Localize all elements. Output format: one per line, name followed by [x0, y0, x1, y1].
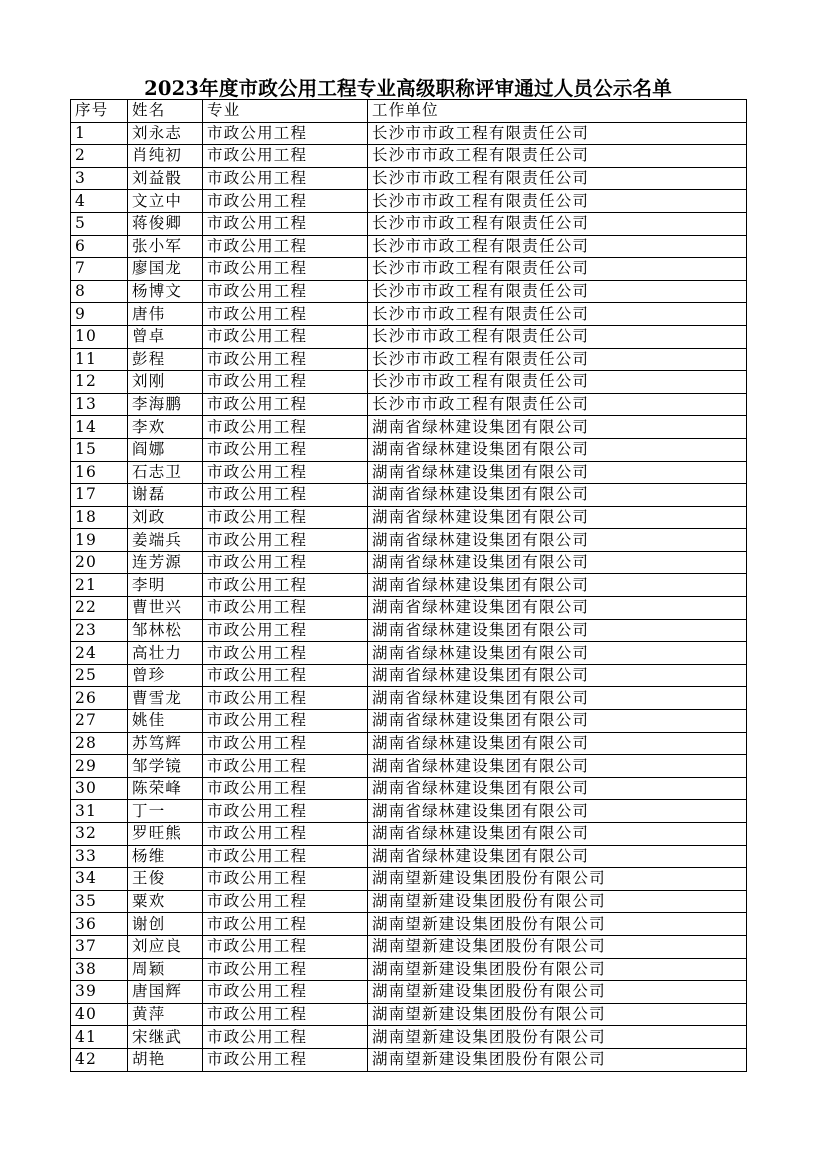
cell-employer: 湖南望新建设集团股份有限公司 [368, 868, 747, 891]
document-title: 2023年度市政公用工程专业高级职称评审通过人员公示名单 [144, 77, 672, 100]
table-row [71, 597, 747, 620]
cell-name: 石志卫 [128, 461, 203, 484]
cell-specialty: 市政公用工程 [203, 484, 368, 507]
cell-name: 杨博文 [128, 280, 203, 303]
cell-employer: 长沙市市政工程有限责任公司 [368, 235, 747, 258]
cell-employer: 长沙市市政工程有限责任公司 [368, 348, 747, 371]
cell-employer: 湖南省绿林建设集团有限公司 [368, 710, 747, 733]
cell-index: 23 [71, 619, 128, 642]
cell-specialty: 市政公用工程 [203, 913, 368, 936]
cell-index: 29 [71, 755, 128, 778]
cell-employer: 湖南省绿林建设集团有限公司 [368, 597, 747, 620]
cell-name: 李海鹏 [128, 393, 203, 416]
table-row [71, 484, 747, 507]
table-row [71, 913, 747, 936]
cell-specialty: 市政公用工程 [203, 800, 368, 823]
cell-index: 37 [71, 935, 128, 958]
table-row [71, 777, 747, 800]
cell-index: 16 [71, 461, 128, 484]
cell-specialty: 市政公用工程 [203, 348, 368, 371]
cell-employer: 湖南望新建设集团股份有限公司 [368, 1048, 747, 1071]
cell-employer: 湖南省绿林建设集团有限公司 [368, 642, 747, 665]
cell-specialty: 市政公用工程 [203, 935, 368, 958]
cell-name: 胡艳 [128, 1048, 203, 1071]
cell-index: 1 [71, 122, 128, 145]
cell-name: 周颖 [128, 958, 203, 981]
cell-name: 杨维 [128, 845, 203, 868]
cell-employer: 湖南省绿林建设集团有限公司 [368, 438, 747, 461]
cell-employer: 湖南省绿林建设集团有限公司 [368, 845, 747, 868]
cell-name: 姜端兵 [128, 529, 203, 552]
cell-specialty: 市政公用工程 [203, 551, 368, 574]
cell-specialty: 市政公用工程 [203, 958, 368, 981]
cell-name: 文立中 [128, 190, 203, 213]
cell-employer: 湖南省绿林建设集团有限公司 [368, 461, 747, 484]
cell-index: 40 [71, 1003, 128, 1026]
cell-employer: 长沙市市政工程有限责任公司 [368, 167, 747, 190]
cell-index: 32 [71, 823, 128, 846]
cell-index: 30 [71, 777, 128, 800]
cell-employer: 湖南望新建设集团股份有限公司 [368, 1003, 747, 1026]
cell-specialty: 市政公用工程 [203, 303, 368, 326]
cell-index: 38 [71, 958, 128, 981]
cell-employer: 湖南省绿林建设集团有限公司 [368, 800, 747, 823]
cell-name: 刘刚 [128, 371, 203, 394]
cell-employer: 湖南省绿林建设集团有限公司 [368, 619, 747, 642]
table-row [71, 664, 747, 687]
table-row [71, 393, 747, 416]
cell-specialty: 市政公用工程 [203, 981, 368, 1004]
cell-specialty: 市政公用工程 [203, 212, 368, 235]
cell-specialty: 市政公用工程 [203, 258, 368, 281]
cell-name: 廖国龙 [128, 258, 203, 281]
cell-name: 曹雪龙 [128, 687, 203, 710]
cell-specialty: 市政公用工程 [203, 732, 368, 755]
cell-name: 曾卓 [128, 325, 203, 348]
cell-name: 彭程 [128, 348, 203, 371]
cell-specialty: 市政公用工程 [203, 777, 368, 800]
table-row [71, 303, 747, 326]
cell-specialty: 市政公用工程 [203, 868, 368, 891]
cell-index: 10 [71, 325, 128, 348]
cell-name: 李欢 [128, 416, 203, 439]
table-row [71, 574, 747, 597]
cell-employer: 长沙市市政工程有限责任公司 [368, 190, 747, 213]
cell-index: 34 [71, 868, 128, 891]
cell-name: 王俊 [128, 868, 203, 891]
cell-name: 阎娜 [128, 438, 203, 461]
cell-index: 9 [71, 303, 128, 326]
cell-index: 19 [71, 529, 128, 552]
table-row [71, 371, 747, 394]
table-row [71, 416, 747, 439]
cell-index: 15 [71, 438, 128, 461]
table-row [71, 845, 747, 868]
cell-employer: 长沙市市政工程有限责任公司 [368, 212, 747, 235]
cell-employer: 湖南省绿林建设集团有限公司 [368, 416, 747, 439]
cell-specialty: 市政公用工程 [203, 687, 368, 710]
cell-employer: 湖南省绿林建设集团有限公司 [368, 551, 747, 574]
cell-index: 11 [71, 348, 128, 371]
cell-name: 邹林松 [128, 619, 203, 642]
cell-index: 18 [71, 506, 128, 529]
cell-employer: 湖南望新建设集团股份有限公司 [368, 1026, 747, 1049]
cell-name: 黄萍 [128, 1003, 203, 1026]
cell-specialty: 市政公用工程 [203, 890, 368, 913]
cell-employer: 湖南省绿林建设集团有限公司 [368, 687, 747, 710]
cell-name: 陈荣峰 [128, 777, 203, 800]
table-row [71, 461, 747, 484]
cell-name: 刘政 [128, 506, 203, 529]
table-row [71, 755, 747, 778]
cell-name: 唐国辉 [128, 981, 203, 1004]
cell-specialty: 市政公用工程 [203, 438, 368, 461]
cell-employer: 湖南省绿林建设集团有限公司 [368, 484, 747, 507]
cell-specialty: 市政公用工程 [203, 145, 368, 168]
cell-employer: 湖南望新建设集团股份有限公司 [368, 890, 747, 913]
cell-specialty: 市政公用工程 [203, 642, 368, 665]
cell-index: 7 [71, 258, 128, 281]
header-specialty: 专业 [203, 100, 368, 123]
table-row [71, 619, 747, 642]
table-row [71, 981, 747, 1004]
table-row [71, 1003, 747, 1026]
cell-index: 36 [71, 913, 128, 936]
cell-specialty: 市政公用工程 [203, 574, 368, 597]
cell-specialty: 市政公用工程 [203, 393, 368, 416]
cell-specialty: 市政公用工程 [203, 506, 368, 529]
cell-name: 连芳源 [128, 551, 203, 574]
cell-index: 28 [71, 732, 128, 755]
cell-name: 苏笃辉 [128, 732, 203, 755]
cell-specialty: 市政公用工程 [203, 416, 368, 439]
table-row [71, 506, 747, 529]
table-row [71, 732, 747, 755]
cell-name: 谢创 [128, 913, 203, 936]
table-row [71, 167, 747, 190]
table-row [71, 258, 747, 281]
cell-index: 35 [71, 890, 128, 913]
cell-name: 李明 [128, 574, 203, 597]
cell-index: 8 [71, 280, 128, 303]
cell-specialty: 市政公用工程 [203, 529, 368, 552]
cell-name: 刘应良 [128, 935, 203, 958]
cell-index: 39 [71, 981, 128, 1004]
table-row [71, 687, 747, 710]
cell-employer: 湖南省绿林建设集团有限公司 [368, 732, 747, 755]
cell-specialty: 市政公用工程 [203, 325, 368, 348]
roster-table [70, 99, 747, 1072]
table-row [71, 551, 747, 574]
header-index: 序号 [71, 100, 128, 123]
table-row [71, 212, 747, 235]
table-row [71, 529, 747, 552]
cell-specialty: 市政公用工程 [203, 597, 368, 620]
cell-index: 6 [71, 235, 128, 258]
table-row [71, 958, 747, 981]
cell-index: 21 [71, 574, 128, 597]
cell-employer: 湖南省绿林建设集团有限公司 [368, 777, 747, 800]
cell-employer: 湖南望新建设集团股份有限公司 [368, 958, 747, 981]
table-row [71, 145, 747, 168]
cell-name: 蒋俊卿 [128, 212, 203, 235]
cell-index: 17 [71, 484, 128, 507]
table-row [71, 190, 747, 213]
cell-index: 42 [71, 1048, 128, 1071]
cell-specialty: 市政公用工程 [203, 461, 368, 484]
table-row [71, 348, 747, 371]
cell-specialty: 市政公用工程 [203, 280, 368, 303]
cell-specialty: 市政公用工程 [203, 1003, 368, 1026]
cell-employer: 湖南省绿林建设集团有限公司 [368, 664, 747, 687]
cell-specialty: 市政公用工程 [203, 619, 368, 642]
header-employer: 工作单位 [368, 100, 747, 123]
cell-index: 31 [71, 800, 128, 823]
table-row [71, 710, 747, 733]
cell-name: 粟欢 [128, 890, 203, 913]
cell-name: 邹学镜 [128, 755, 203, 778]
table-row [71, 438, 747, 461]
cell-index: 5 [71, 212, 128, 235]
cell-name: 曾珍 [128, 664, 203, 687]
cell-specialty: 市政公用工程 [203, 167, 368, 190]
cell-specialty: 市政公用工程 [203, 235, 368, 258]
cell-employer: 长沙市市政工程有限责任公司 [368, 258, 747, 281]
cell-specialty: 市政公用工程 [203, 1048, 368, 1071]
cell-name: 宋继武 [128, 1026, 203, 1049]
cell-name: 高壮力 [128, 642, 203, 665]
table-row [71, 235, 747, 258]
cell-specialty: 市政公用工程 [203, 755, 368, 778]
cell-name: 刘永志 [128, 122, 203, 145]
cell-specialty: 市政公用工程 [203, 845, 368, 868]
cell-employer: 长沙市市政工程有限责任公司 [368, 280, 747, 303]
cell-index: 33 [71, 845, 128, 868]
cell-employer: 湖南望新建设集团股份有限公司 [368, 913, 747, 936]
cell-index: 24 [71, 642, 128, 665]
table-header-row [71, 100, 747, 123]
cell-employer: 湖南省绿林建设集团有限公司 [368, 574, 747, 597]
cell-index: 13 [71, 393, 128, 416]
cell-name: 罗旺熊 [128, 823, 203, 846]
cell-index: 27 [71, 710, 128, 733]
table-row [71, 1048, 747, 1071]
cell-name: 肖纯初 [128, 145, 203, 168]
cell-index: 26 [71, 687, 128, 710]
table-row [71, 122, 747, 145]
cell-specialty: 市政公用工程 [203, 190, 368, 213]
cell-employer: 湖南省绿林建设集团有限公司 [368, 529, 747, 552]
cell-index: 4 [71, 190, 128, 213]
cell-employer: 湖南省绿林建设集团有限公司 [368, 755, 747, 778]
cell-index: 41 [71, 1026, 128, 1049]
cell-specialty: 市政公用工程 [203, 371, 368, 394]
cell-specialty: 市政公用工程 [203, 1026, 368, 1049]
cell-employer: 长沙市市政工程有限责任公司 [368, 371, 747, 394]
table-row [71, 890, 747, 913]
cell-employer: 湖南望新建设集团股份有限公司 [368, 981, 747, 1004]
table-row [71, 868, 747, 891]
cell-employer: 湖南望新建设集团股份有限公司 [368, 935, 747, 958]
table-row [71, 935, 747, 958]
table-body [71, 122, 747, 1071]
table-row [71, 280, 747, 303]
table-row [71, 1026, 747, 1049]
cell-index: 3 [71, 167, 128, 190]
cell-specialty: 市政公用工程 [203, 664, 368, 687]
cell-employer: 长沙市市政工程有限责任公司 [368, 393, 747, 416]
cell-specialty: 市政公用工程 [203, 823, 368, 846]
cell-index: 22 [71, 597, 128, 620]
cell-employer: 长沙市市政工程有限责任公司 [368, 145, 747, 168]
cell-index: 20 [71, 551, 128, 574]
table-row [71, 642, 747, 665]
cell-index: 14 [71, 416, 128, 439]
cell-name: 姚佳 [128, 710, 203, 733]
cell-employer: 湖南省绿林建设集团有限公司 [368, 823, 747, 846]
cell-employer: 湖南省绿林建设集团有限公司 [368, 506, 747, 529]
cell-name: 曹世兴 [128, 597, 203, 620]
header-name: 姓名 [128, 100, 203, 123]
table-row [71, 325, 747, 348]
cell-index: 12 [71, 371, 128, 394]
cell-employer: 长沙市市政工程有限责任公司 [368, 325, 747, 348]
cell-index: 25 [71, 664, 128, 687]
cell-name: 丁一 [128, 800, 203, 823]
cell-name: 刘益骰 [128, 167, 203, 190]
cell-specialty: 市政公用工程 [203, 122, 368, 145]
cell-index: 2 [71, 145, 128, 168]
cell-name: 唐伟 [128, 303, 203, 326]
cell-employer: 长沙市市政工程有限责任公司 [368, 303, 747, 326]
cell-name: 张小军 [128, 235, 203, 258]
cell-employer: 长沙市市政工程有限责任公司 [368, 122, 747, 145]
cell-name: 谢磊 [128, 484, 203, 507]
table-row [71, 800, 747, 823]
table-row [71, 823, 747, 846]
cell-specialty: 市政公用工程 [203, 710, 368, 733]
